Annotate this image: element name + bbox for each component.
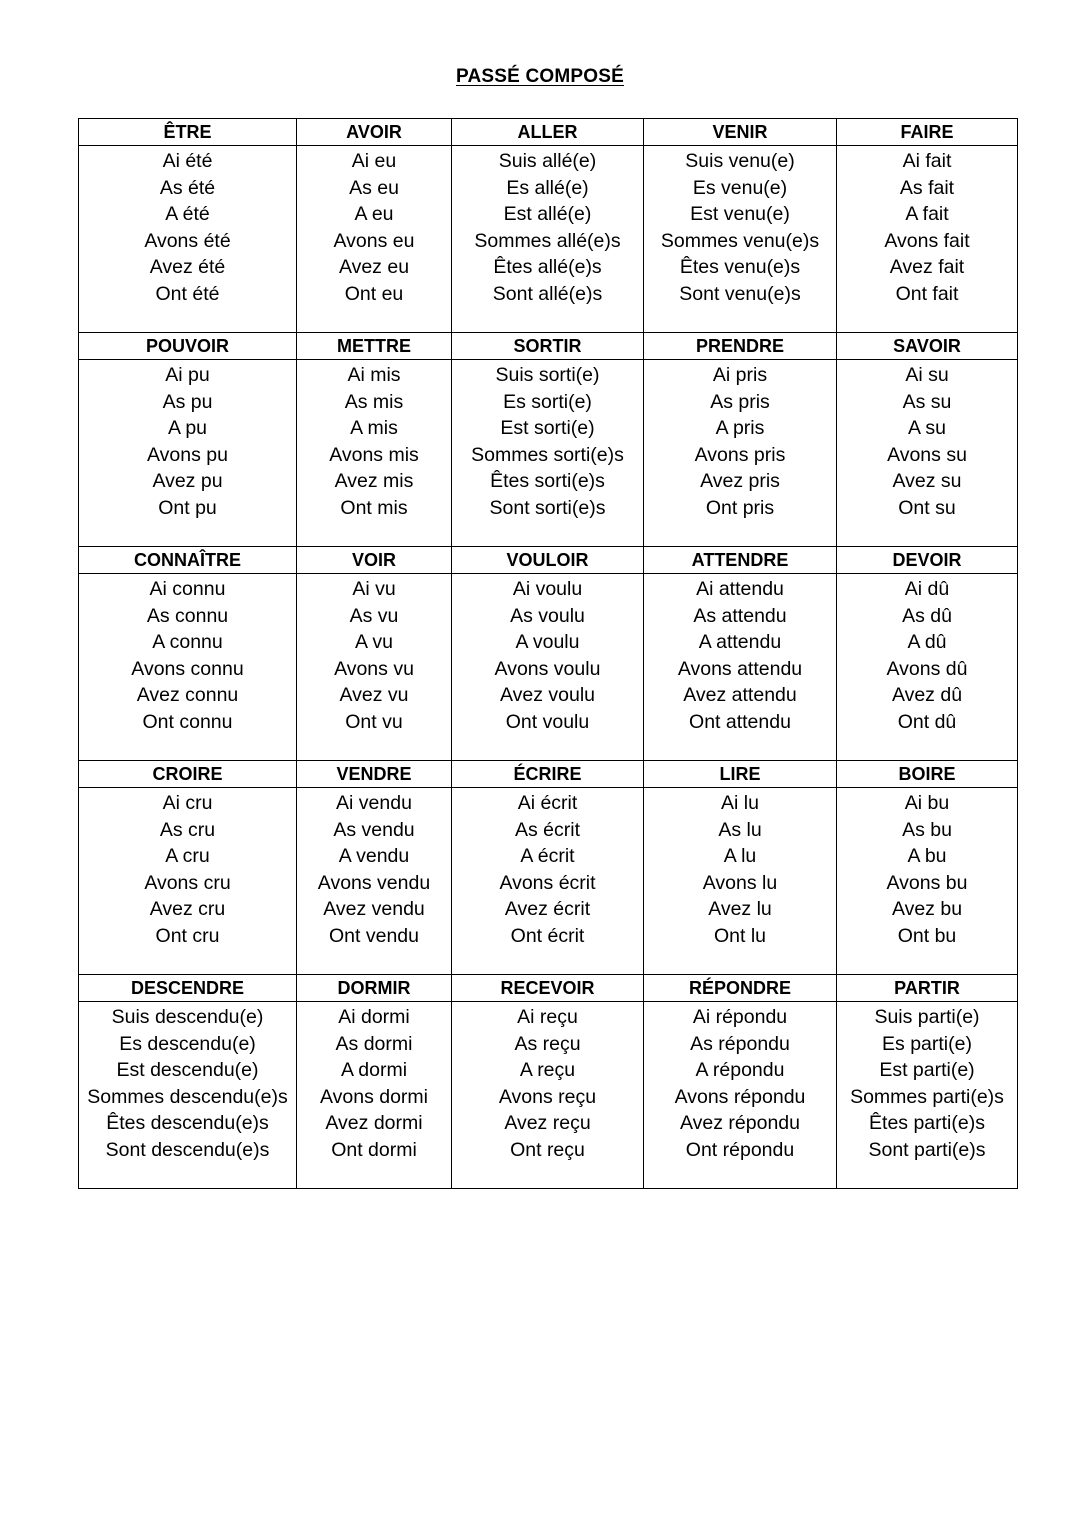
conjugated-form: Avons été — [144, 229, 231, 252]
conjugated-form: Ont lu — [713, 924, 767, 947]
conjugated-form: Êtes parti(e)s — [869, 1112, 985, 1135]
verb-name: VOULOIR — [452, 547, 644, 574]
conjugated-form: Avons dormi — [319, 1085, 429, 1108]
conjugated-form: Suis venu(e) — [685, 150, 795, 172]
verb-header-row — [79, 547, 1018, 574]
conjugated-form: A répondu — [695, 1059, 785, 1082]
conjugated-form: A cru — [165, 845, 210, 868]
conjugated-form: Avons répondu — [674, 1085, 806, 1108]
conjugated-form: Avez lu — [708, 898, 772, 921]
conjugated-form: Suis parti(e) — [874, 1006, 980, 1028]
conjugation-list — [837, 788, 1017, 950]
conjugation-list — [644, 1002, 836, 1164]
conjugated-form: Es sorti(e) — [503, 390, 592, 413]
conjugated-form: Sont descendu(e)s — [105, 1138, 270, 1161]
verb-name: SAVOIR — [837, 333, 1018, 360]
conjugated-form: As lu — [718, 818, 762, 841]
conjugation-list — [79, 1002, 296, 1164]
conjugated-form: A été — [165, 203, 210, 226]
verb-forms-cell — [79, 146, 297, 333]
verb-name: VENDRE — [297, 761, 452, 788]
conjugated-form: Ai vendu — [336, 792, 412, 814]
verb-name: POUVOIR — [79, 333, 297, 360]
conjugated-form: As mis — [344, 390, 404, 413]
verb-forms-cell — [837, 146, 1018, 333]
conjugated-form: Avez été — [149, 256, 226, 279]
verb-forms-row — [79, 1002, 1018, 1189]
verb-name: FAIRE — [837, 119, 1018, 146]
conjugated-form: A lu — [723, 845, 757, 868]
conjugated-form: Avons pris — [694, 443, 786, 466]
conjugated-form: Ont pu — [158, 496, 217, 519]
conjugated-form: Sont sorti(e)s — [489, 496, 606, 519]
conjugated-form: Suis descendu(e) — [111, 1006, 264, 1028]
verb-name: RÉPONDRE — [644, 975, 837, 1002]
verb-header-row — [79, 975, 1018, 1002]
verb-name: PRENDRE — [644, 333, 837, 360]
conjugated-form: Avons écrit — [499, 871, 596, 894]
conjugated-form: Avez dormi — [325, 1112, 423, 1135]
conjugated-form: Ont écrit — [510, 924, 585, 947]
conjugated-form: As pu — [162, 390, 213, 413]
verb-header-row — [79, 333, 1018, 360]
conjugated-form: A su — [908, 417, 946, 440]
verb-name: LIRE — [644, 761, 837, 788]
conjugated-form: Ai pu — [165, 364, 210, 386]
conjugated-form: Ont été — [155, 282, 220, 305]
verb-forms-cell — [452, 574, 644, 761]
conjugation-list — [644, 574, 836, 736]
conjugated-form: A reçu — [519, 1059, 576, 1082]
conjugation-list — [79, 788, 296, 950]
conjugated-form: A vendu — [338, 845, 410, 868]
verb-forms-cell — [837, 788, 1018, 975]
conjugated-form: Avons reçu — [498, 1085, 597, 1108]
conjugated-form: Ont reçu — [510, 1138, 585, 1161]
verb-name: VOIR — [297, 547, 452, 574]
conjugated-form: Sommes sorti(e)s — [471, 443, 624, 466]
conjugated-form: Ont fait — [895, 282, 959, 305]
verb-forms-cell — [79, 360, 297, 547]
conjugated-form: Ai vu — [352, 578, 396, 600]
conjugated-form: Ont voulu — [505, 710, 590, 733]
conjugated-form: Ai voulu — [512, 578, 583, 600]
conjugated-form: Êtes sorti(e)s — [490, 470, 605, 493]
verb-name: BOIRE — [837, 761, 1018, 788]
conjugated-form: As dormi — [335, 1032, 413, 1055]
conjugated-form: As voulu — [510, 604, 585, 627]
conjugated-form: A écrit — [520, 845, 575, 868]
conjugated-form: Avez pu — [152, 470, 223, 493]
conjugated-form: Ai été — [162, 150, 213, 172]
verb-name: AVOIR — [297, 119, 452, 146]
conjugated-form: A bu — [907, 845, 947, 868]
verb-name: CROIRE — [79, 761, 297, 788]
conjugated-form: Ont dû — [897, 710, 957, 733]
verb-forms-cell — [297, 574, 452, 761]
conjugated-form: Avons dû — [886, 657, 968, 680]
conjugated-form: As connu — [146, 604, 229, 627]
conjugated-form: Avons eu — [333, 229, 415, 252]
conjugated-form: Avons connu — [131, 657, 244, 680]
conjugated-form: Ai dormi — [338, 1006, 410, 1028]
conjugated-form: Avez attendu — [683, 684, 797, 707]
verb-forms-cell — [644, 574, 837, 761]
conjugated-form: Ai attendu — [696, 578, 784, 600]
conjugated-form: Avez vu — [339, 684, 409, 707]
verb-forms-cell — [837, 360, 1018, 547]
conjugated-form: Ai mis — [347, 364, 401, 386]
conjugation-list — [837, 1002, 1017, 1164]
conjugated-form: Avons fait — [884, 229, 970, 252]
conjugated-form: Es parti(e) — [882, 1032, 972, 1055]
verb-name: DORMIR — [297, 975, 452, 1002]
verb-forms-cell — [644, 146, 837, 333]
conjugation-list — [644, 788, 836, 950]
conjugated-form: Sommes venu(e)s — [660, 229, 820, 252]
verb-name: DEVOIR — [837, 547, 1018, 574]
conjugated-form: Ai reçu — [517, 1006, 578, 1028]
conjugated-form: Ont dormi — [331, 1138, 417, 1161]
conjugated-form: Es descendu(e) — [119, 1032, 256, 1055]
conjugated-form: Sont allé(e)s — [492, 282, 603, 305]
verb-forms-cell — [297, 1002, 452, 1189]
conjugation-list — [297, 788, 451, 950]
verb-forms-row — [79, 574, 1018, 761]
conjugated-form: A dû — [907, 631, 947, 654]
conjugated-form: Ont su — [898, 496, 956, 519]
conjugated-form: A connu — [152, 631, 223, 654]
conjugation-table-body — [79, 119, 1018, 1189]
verb-forms-cell — [297, 788, 452, 975]
conjugated-form: Ai pris — [712, 364, 768, 386]
verb-forms-row — [79, 788, 1018, 975]
conjugated-form: Avons cru — [144, 871, 231, 894]
conjugation-list — [837, 360, 1017, 522]
conjugated-form: Ai lu — [721, 792, 759, 814]
conjugated-form: As dû — [902, 604, 952, 627]
conjugated-form: Ai fait — [902, 150, 952, 172]
conjugation-list — [297, 360, 451, 522]
conjugation-list — [837, 574, 1017, 736]
conjugated-form: Ont pris — [705, 496, 775, 519]
conjugated-form: A dormi — [340, 1059, 408, 1082]
conjugated-form: Es allé(e) — [506, 176, 589, 199]
verb-name: ATTENDRE — [644, 547, 837, 574]
conjugated-form: Ont vendu — [329, 924, 419, 947]
conjugation-list — [644, 146, 836, 308]
conjugated-form: Sommes descendu(e)s — [87, 1085, 288, 1108]
conjugated-form: Suis allé(e) — [498, 150, 597, 172]
conjugated-form: Ont répondu — [685, 1138, 795, 1161]
conjugated-form: Êtes venu(e)s — [679, 256, 801, 279]
conjugation-list — [644, 360, 836, 522]
conjugation-list — [452, 360, 643, 522]
conjugation-list — [452, 788, 643, 950]
verb-name: ÉCRIRE — [452, 761, 644, 788]
conjugated-form: A pris — [715, 417, 765, 440]
conjugated-form: As vu — [349, 604, 399, 627]
conjugated-form: Ont vu — [345, 710, 403, 733]
conjugated-form: Avez su — [892, 470, 962, 493]
verb-name: METTRE — [297, 333, 452, 360]
conjugated-form: Avez bu — [891, 898, 963, 921]
conjugated-form: Est parti(e) — [879, 1059, 975, 1082]
conjugation-list — [837, 146, 1017, 308]
conjugated-form: Est allé(e) — [503, 203, 592, 226]
conjugated-form: Avez dû — [891, 684, 963, 707]
verb-name: PARTIR — [837, 975, 1018, 1002]
conjugated-form: Avez cru — [149, 898, 226, 921]
verb-forms-cell — [644, 1002, 837, 1189]
verb-name: RECEVOIR — [452, 975, 644, 1002]
verb-forms-cell — [837, 1002, 1018, 1189]
verb-forms-cell — [79, 574, 297, 761]
conjugation-table — [78, 118, 1018, 1189]
conjugated-form: Avons pu — [147, 443, 228, 466]
conjugation-list — [452, 146, 643, 308]
conjugated-form: Est venu(e) — [690, 203, 790, 226]
verb-name: DESCENDRE — [79, 975, 297, 1002]
conjugated-form: A voulu — [515, 631, 580, 654]
conjugated-form: As eu — [349, 176, 399, 199]
conjugated-form: As pris — [710, 390, 770, 413]
conjugated-form: Ai connu — [149, 578, 226, 600]
verb-name: CONNAÎTRE — [79, 547, 297, 574]
verb-forms-cell — [452, 1002, 644, 1189]
conjugated-form: As bu — [902, 818, 952, 841]
conjugated-form: Avons bu — [886, 871, 968, 894]
verb-forms-cell — [644, 788, 837, 975]
conjugated-form: Ai eu — [351, 150, 397, 172]
conjugated-form: Avons lu — [702, 871, 778, 894]
conjugated-form: As cru — [159, 818, 216, 841]
verb-name: ÊTRE — [79, 119, 297, 146]
conjugated-form: Ai écrit — [517, 792, 578, 814]
conjugated-form: Es venu(e) — [692, 176, 788, 199]
conjugated-form: Avez fait — [889, 256, 965, 279]
conjugated-form: Ont connu — [142, 710, 233, 733]
conjugated-form: As su — [902, 390, 952, 413]
conjugated-form: Êtes allé(e)s — [493, 256, 602, 279]
verb-forms-cell — [452, 788, 644, 975]
conjugated-form: Ai su — [905, 364, 949, 386]
verb-forms-cell — [297, 146, 452, 333]
conjugated-form: Ont eu — [344, 282, 404, 305]
conjugated-form: As reçu — [514, 1032, 581, 1055]
conjugation-list — [297, 146, 451, 308]
conjugated-form: Ai cru — [162, 792, 213, 814]
conjugated-form: Avez vendu — [323, 898, 425, 921]
conjugated-form: Est descendu(e) — [116, 1059, 259, 1082]
verb-header-row — [79, 119, 1018, 146]
conjugated-form: Avons vu — [334, 657, 414, 680]
verb-header-row — [79, 761, 1018, 788]
conjugation-list — [297, 574, 451, 736]
conjugated-form: Suis sorti(e) — [495, 364, 600, 386]
verb-forms-row — [79, 360, 1018, 547]
conjugated-form: A pu — [167, 417, 208, 440]
page-title: PASSÉ COMPOSÉ — [455, 66, 624, 87]
conjugated-form: Ont mis — [340, 496, 408, 519]
conjugated-form: Avons mis — [329, 443, 419, 466]
conjugated-form: Avez voulu — [499, 684, 596, 707]
conjugated-form: Avez pris — [700, 470, 780, 493]
conjugated-form: Avez reçu — [504, 1112, 591, 1135]
conjugated-form: Avons vendu — [317, 871, 431, 894]
conjugated-form: Ai dû — [904, 578, 950, 600]
conjugated-form: Ont cru — [155, 924, 220, 947]
conjugation-list — [452, 574, 643, 736]
verb-forms-cell — [452, 146, 644, 333]
conjugated-form: Est sorti(e) — [500, 417, 595, 440]
verb-name: ALLER — [452, 119, 644, 146]
conjugated-form: A vu — [355, 631, 393, 654]
conjugated-form: Avons su — [887, 443, 967, 466]
verb-forms-cell — [79, 788, 297, 975]
conjugation-list — [452, 1002, 643, 1164]
conjugated-form: As attendu — [693, 604, 787, 627]
conjugated-form: A mis — [350, 417, 398, 440]
conjugated-form: Sommes allé(e)s — [474, 229, 621, 252]
conjugated-form: As répondu — [690, 1032, 790, 1055]
verb-name: VENIR — [644, 119, 837, 146]
conjugated-form: Avez eu — [338, 256, 410, 279]
conjugated-form: As été — [159, 176, 216, 199]
verb-forms-cell — [452, 360, 644, 547]
conjugated-form: Êtes descendu(e)s — [106, 1112, 269, 1135]
conjugated-form: A fait — [905, 203, 949, 226]
conjugation-list — [79, 574, 296, 736]
conjugated-form: Sommes parti(e)s — [850, 1085, 1004, 1108]
conjugated-form: Avons voulu — [494, 657, 601, 680]
conjugated-form: Sont parti(e)s — [868, 1138, 986, 1161]
conjugated-form: Avez mis — [334, 470, 414, 493]
conjugation-list — [79, 146, 296, 308]
conjugation-list — [79, 360, 296, 522]
conjugated-form: Avez écrit — [504, 898, 591, 921]
verb-forms-row — [79, 146, 1018, 333]
verb-forms-cell — [79, 1002, 297, 1189]
conjugated-form: Ai bu — [904, 792, 950, 814]
conjugated-form: Ont bu — [897, 924, 957, 947]
verb-name: SORTIR — [452, 333, 644, 360]
conjugated-form: Ont attendu — [689, 710, 791, 733]
conjugated-form: As fait — [899, 176, 955, 199]
conjugation-list — [297, 1002, 451, 1164]
verb-forms-cell — [837, 574, 1018, 761]
conjugated-form: A attendu — [698, 631, 782, 654]
conjugated-form: Avez répondu — [680, 1112, 800, 1135]
conjugated-form: As écrit — [514, 818, 580, 841]
conjugated-form: Avons attendu — [677, 657, 803, 680]
verb-forms-cell — [297, 360, 452, 547]
conjugated-form: As vendu — [333, 818, 415, 841]
verb-forms-cell — [644, 360, 837, 547]
conjugated-form: Sont venu(e)s — [679, 282, 801, 305]
conjugated-form: Avez connu — [136, 684, 239, 707]
conjugated-form: A eu — [354, 203, 394, 226]
conjugated-form: Ai répondu — [692, 1006, 788, 1028]
